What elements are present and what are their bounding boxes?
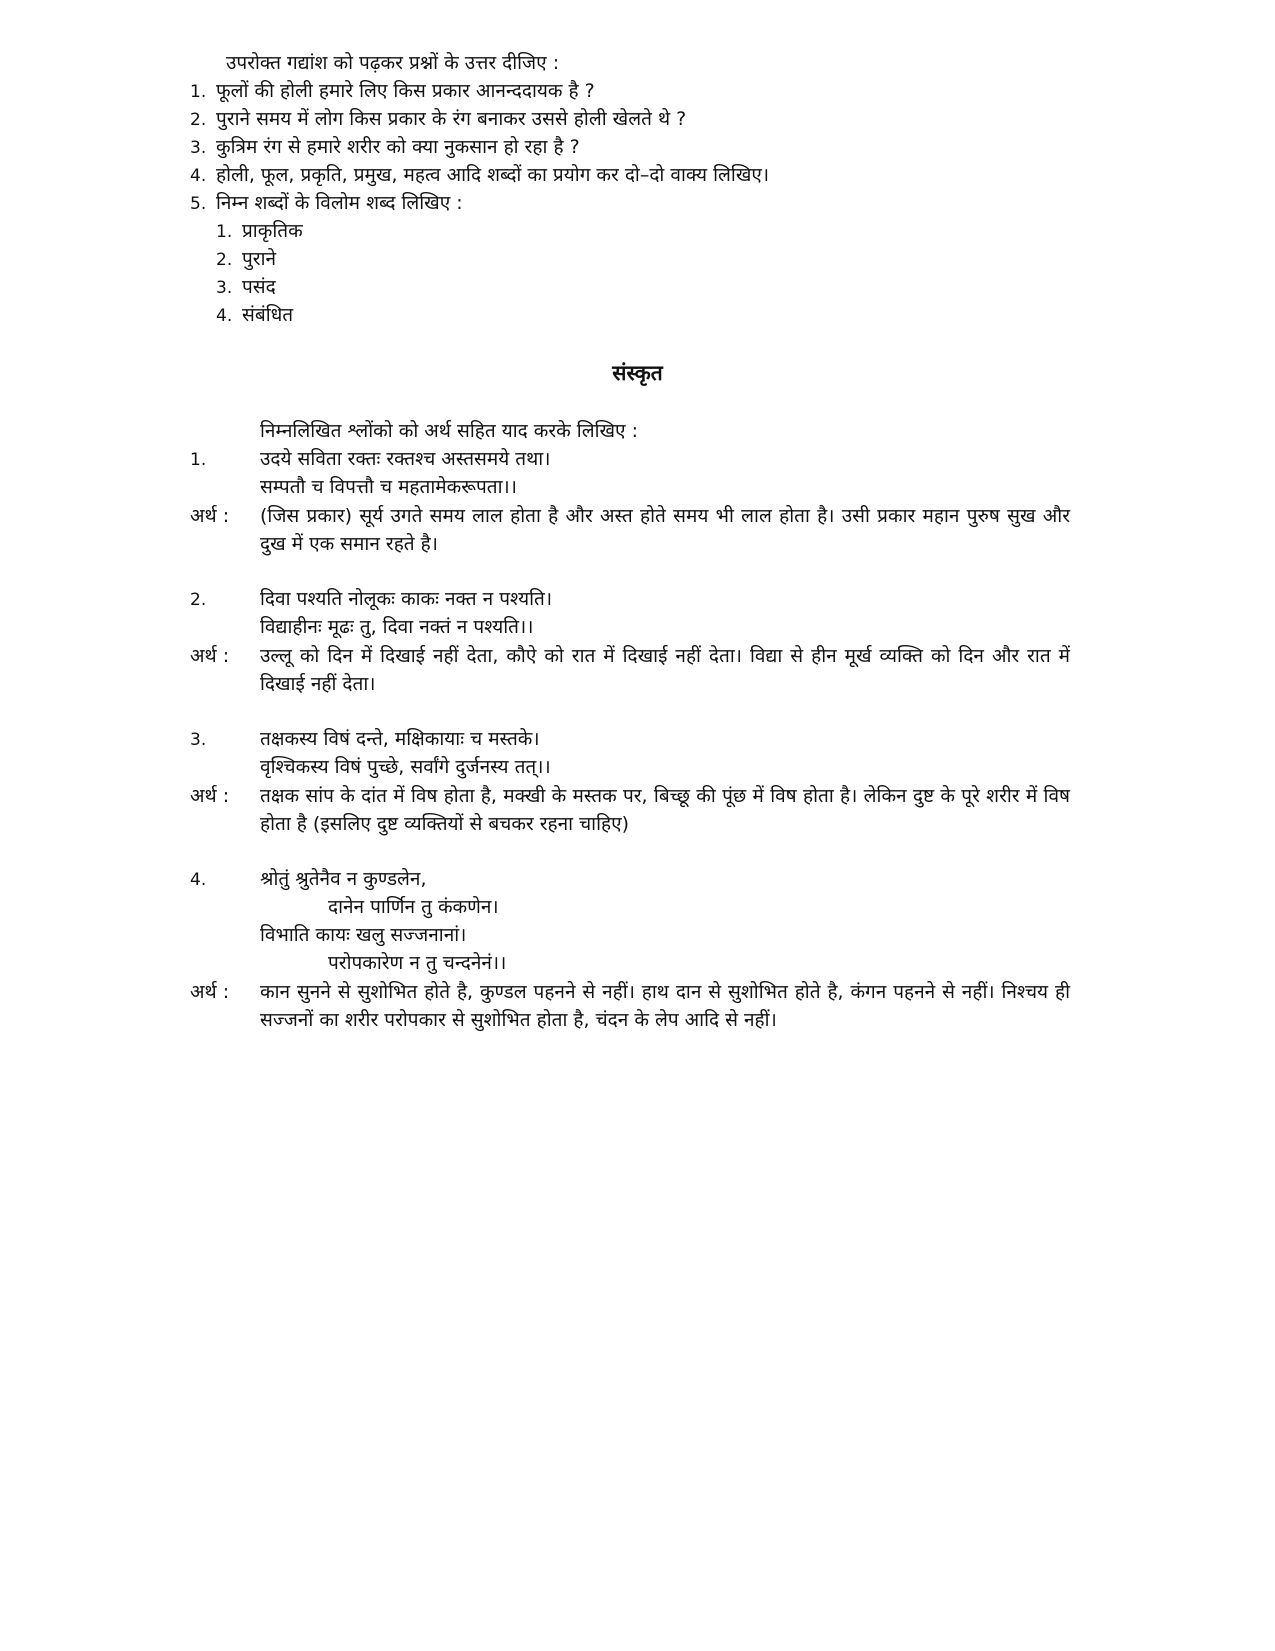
shloka-line: सम्पतौ च विपत्तौ च महतामेकरूपता।। bbox=[260, 476, 517, 498]
meaning-text: कान सुनने से सुशोभित होते है, कुण्डल पहनने से नहीं। हाथ दान से सुशोभित होते है, कंगन पहनने से नहीं। निश्चय ही सज्जनों का शरीर परोपकार से सुशोभित होता है, चंदन के लेप आदि से नहीं। bbox=[260, 981, 1070, 1031]
question-text: फूलों की होली हमारे लिए किस प्रकार आनन्ददायक है ? bbox=[216, 80, 595, 102]
question-text: कुत्रिम रंग से हमारे शरीर को क्या नुकसान हो रहा है ? bbox=[216, 136, 580, 158]
meaning-text: तक्षक सांप के दांत में विष होता है, मक्खी के मस्तक पर, बिच्छू की पूंछ में विष होता है। लेकिन दुष्ट के पूरे शरीर में विष होता है (इसलिए दुष्ट व्यक्तियों से बचकर रहना चाहिए) bbox=[260, 785, 1070, 835]
shloka-line: उदये सविता रक्तः रक्तश्च अस्तसमये तथा। bbox=[260, 448, 551, 470]
antonym-number: 4. bbox=[216, 306, 233, 326]
antonym-word: पुराने bbox=[242, 248, 277, 270]
question-text: निम्न शब्दों के विलोम शब्द लिखिए : bbox=[216, 192, 463, 214]
passage-intro: उपरोक्त गद्यांश को पढ़कर प्रश्नों के उत्तर दीजिए : bbox=[226, 52, 560, 74]
question-number: 5. bbox=[190, 194, 207, 214]
shloka-line: दिवा पश्यति नोलूकः काकः नक्त न पश्यति। bbox=[260, 588, 553, 610]
shloka-number: 1. bbox=[190, 450, 207, 470]
meaning-text: (जिस प्रकार) सूर्य उगते समय लाल होता है और अस्त होते समय भी लाल होता है। उसी प्रकार महान पुरुष सुख और दुख में एक समान रहते है। bbox=[260, 505, 1070, 555]
question-number: 3. bbox=[190, 138, 207, 158]
shloka-line: परोपकारेण न तु चन्दनेनं।। bbox=[328, 952, 507, 974]
meaning-label: अर्थ : bbox=[190, 981, 230, 1003]
antonym-word: प्राकृतिक bbox=[242, 220, 303, 242]
shloka-line: दानेन पार्णिन तु कंकणेन। bbox=[328, 896, 499, 918]
shloka-number: 4. bbox=[190, 870, 207, 890]
shloka-line: विभाति कायः खलु सज्जनानां। bbox=[260, 924, 467, 946]
shloka-number: 2. bbox=[190, 590, 207, 610]
shloka-line: श्रोतुं श्रुतेनैव न कुण्डलेन, bbox=[260, 868, 427, 890]
antonym-number: 2. bbox=[216, 250, 233, 270]
question-text: होली, फूल, प्रकृति, प्रमुख, महत्व आदि शब्दों का प्रयोग कर दो–दो वाक्य लिखिए। bbox=[216, 164, 770, 186]
shloka-line: विद्याहीनः मूढः तु, दिवा नक्तं न पश्यति।। bbox=[260, 616, 534, 638]
antonym-number: 1. bbox=[216, 222, 233, 242]
antonym-number: 3. bbox=[216, 278, 233, 298]
antonym-word: पसंद bbox=[242, 276, 276, 298]
shloka-line: वृश्चिकस्य विषं पुच्छे, सर्वांगे दुर्जनस्य तत्।। bbox=[260, 756, 551, 778]
shloka-number: 3. bbox=[190, 730, 207, 750]
antonym-word: संबंधित bbox=[242, 304, 294, 326]
question-number: 1. bbox=[190, 82, 207, 102]
sanskrit-intro: निम्नलिखित श्लोंको को अर्थ सहित याद करके लिखिए : bbox=[260, 420, 638, 442]
shloka-line: तक्षकस्य विषं दन्ते, मक्षिकायाः च मस्तके। bbox=[260, 728, 540, 750]
question-number: 2. bbox=[190, 110, 207, 130]
meaning-label: अर्थ : bbox=[190, 645, 230, 667]
meaning-text: उल्लू को दिन में दिखाई नहीं देता, कौऐ को रात में दिखाई नहीं देता। विद्या से हीन मूर्ख व्यक्ति को दिन और रात में दिखाई नहीं देता। bbox=[260, 645, 1070, 695]
question-number: 4. bbox=[190, 166, 207, 186]
meaning-label: अर्थ : bbox=[190, 785, 230, 807]
section-heading: संस्कृत bbox=[612, 361, 663, 385]
meaning-label: अर्थ : bbox=[190, 505, 230, 527]
question-text: पुराने समय में लोग किस प्रकार के रंग बनाकर उससे होली खेलते थे ? bbox=[216, 108, 687, 130]
